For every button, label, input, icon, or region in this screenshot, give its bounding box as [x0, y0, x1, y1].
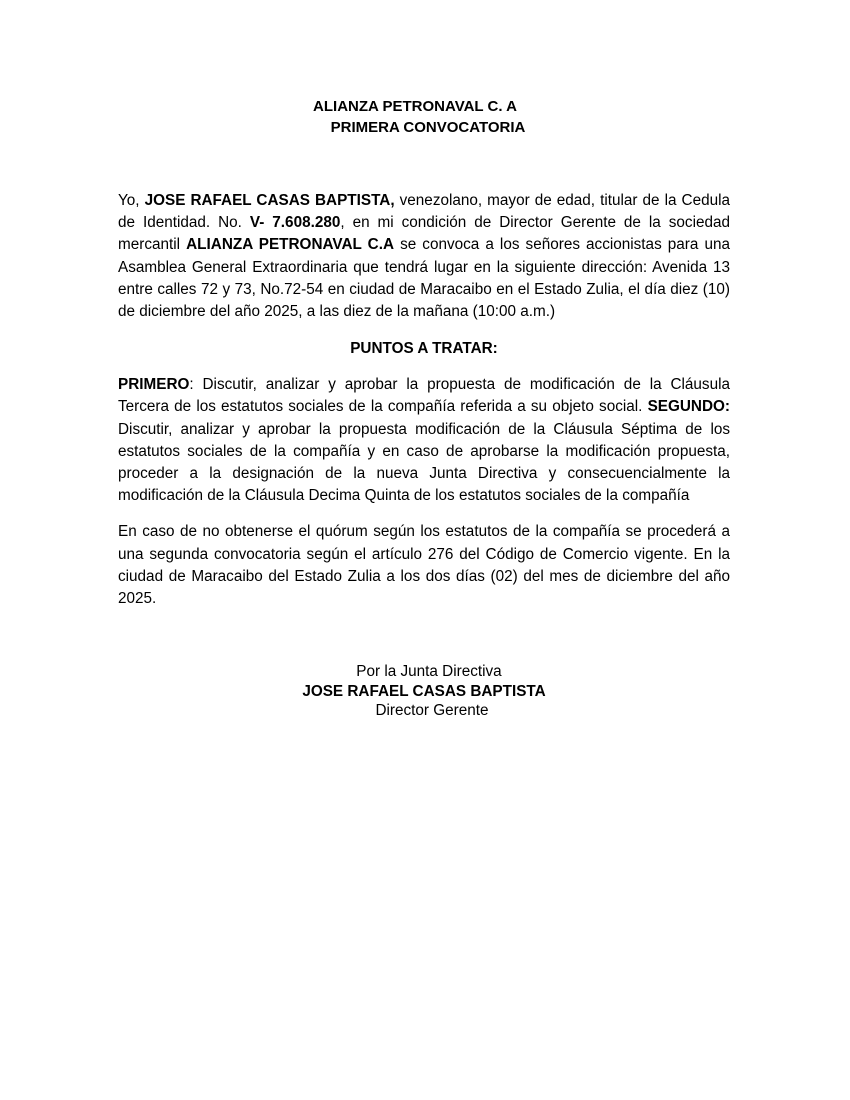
convocation-paragraph [118, 190, 730, 323]
convocation-text-3: , en mi condición de Director Gerente de la sociedad mercantil [118, 214, 730, 254]
convocation-title: PRIMERA CONVOCATORIA [330, 119, 526, 136]
quorum-paragraph: En caso de no obtenerse el quórum según los estatutos de la compañía se procederá a una segunda convocatoria según el artículo 276 del Código de Comercio vigente. En la ciudad de Maracaibo del Estado Zulia a los dos días (02) del mes de diciembre del año 2025. [118, 523, 730, 608]
document-page [118, 96, 730, 721]
signature-by: Por la Junta Directiva [356, 663, 502, 681]
signature-block [118, 662, 730, 721]
id-number: V- 7.608.280 [249, 214, 341, 232]
document-header [118, 96, 730, 138]
convocation-text-4: se convoca a los señores accionistas para una Asamblea General Extraordinaria que tendrá lugar en la siguiente dirección: Avenida 13 entre calles 72 y 73, No.72-54 en ciudad de Maracaibo en el Estado Zulia, el día diez (10) de diciembre del año 2025, a las diez de la mañana (10:00 a.m.) [118, 236, 730, 321]
first-point-label: PRIMERO [118, 376, 190, 394]
convener-name: JOSE RAFAEL CASAS BAPTISTA, [144, 192, 395, 209]
company-name: ALIANZA PETRONAVAL C.A [186, 236, 395, 254]
second-point-text: Discutir, analizar y aprobar la propuesta modificación de la Cláusula Séptima de los estatutos sociales de la compañía y en caso de aprobarse la modificación propuesta, proceder a la designación de la nueva Junta Directiva y consecuencialmente la modificación de la Cláusula Decima Quinta de los estatutos sociales de la compañía [118, 420, 730, 505]
points-paragraph [118, 374, 730, 507]
convocation-text-1: Yo, [118, 192, 145, 209]
convocation-text-2: venezolano, mayor de edad, titular de la Cedula de Identidad. No. [118, 192, 731, 232]
signatory-role: Director Gerente [375, 702, 489, 720]
signatory-name: JOSE RAFAEL CASAS BAPTISTA [302, 682, 546, 700]
points-heading: PUNTOS A TRATAR: [350, 340, 498, 358]
second-point-label: SEGUNDO: [647, 398, 730, 416]
first-point-text: : Discutir, analizar y aprobar la propuesta de modificación de la Cláusula Tercera de los estatutos sociales de la compañía referida a su objeto social. [118, 376, 730, 416]
company-title: ALIANZA PETRONAVAL C. A [313, 98, 517, 115]
